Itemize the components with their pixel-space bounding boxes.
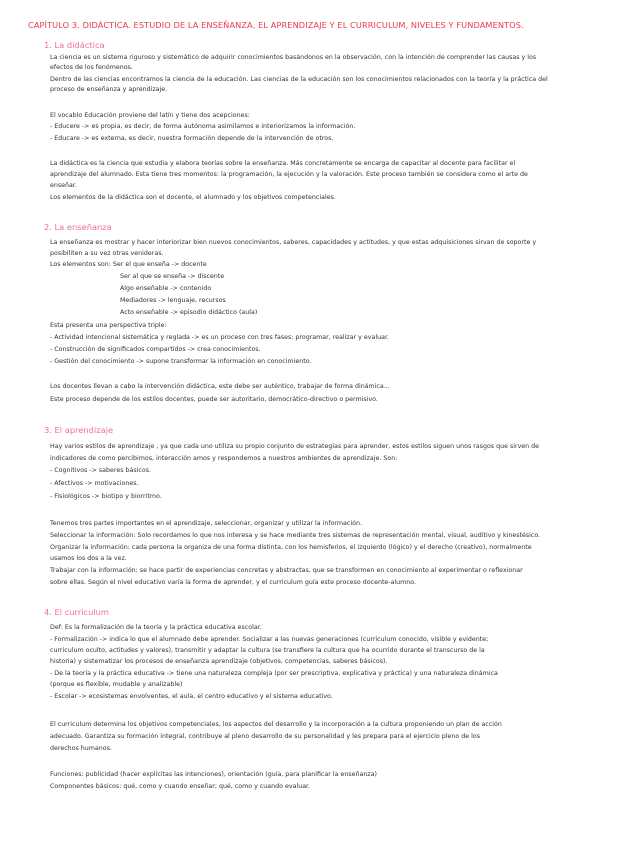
list-item: Acto enseñable -> episodio didáctico (aula) (120, 309, 258, 316)
section-heading-ensenanza: 2. La enseñanza (44, 222, 112, 232)
paragraph-line: Esta presenta una perspectiva triple: (50, 322, 167, 329)
paragraph-line: Los docentes llevan a cabo la intervención didáctica, este debe ser auténtico, trabajar de forma dinámica... (50, 383, 390, 390)
list-item: - De la teoría y la práctica educativa -> tiene una naturaleza compleja (por ser prescriptiva, explicativa y práctica) y una naturaleza dinámica (50, 670, 498, 677)
paragraph-line: Def: Es la formalización de la teoría y la práctica educativa escolar. (50, 624, 262, 631)
paragraph-line: Organizar la información: cada persona la organiza de una forma distinta, con los hemisferios, el izquierdo (lógico) y el derecho (creativo), normalmente (50, 544, 532, 551)
list-item: - Formalización -> indica lo que el alumnado debe aprender. Socializar a las nuevas generaciones (curriculum conocido, visible y evidente; (50, 636, 489, 643)
list-item: - Gestión del conocimiento -> supone transformar la información en conocimiento. (50, 358, 312, 365)
paragraph-line: La enseñanza es mostrar y hacer interiorizar bien nuevos conocimientos, saberes, capacidades y actitudes, y que estas adquisiciones sirvan de soporte y (50, 239, 537, 246)
paragraph-line: La ciencia es un sistema riguroso y sistemático de adquirir conocimientos basándonos en la observación, con la intención de comprender las causas y los (50, 54, 537, 61)
paragraph-line: (porque es flexible, mudable y analizable) (50, 681, 183, 688)
paragraph-line: efectos de los fenómenos. (50, 64, 133, 71)
list-item: - Construcción de significados compartidos -> crea conocimientos. (50, 346, 261, 353)
list-item: - Afectivos -> motivaciones. (50, 480, 139, 487)
paragraph-line: proceso de enseñanza y aprendizaje. (50, 86, 168, 93)
paragraph-line: La didáctica es la ciencia que estudia y elabora teorías sobre la enseñanza. Más concretamente se encarga de capacitar al docente para facilitar el (50, 160, 516, 167)
list-item: - Actividad intencional sistemática y reglada -> es un proceso con tres fases: programar, realizar y evaluar. (50, 334, 389, 341)
paragraph-line: Dentro de las ciencias encontramos la ciencia de la educación. Las ciencias de la educación son los conocimientos relacionados con la teoría y la práctica del (50, 76, 548, 83)
paragraph-line: Hay varios estilos de aprendizaje , ya que cada uno utiliza su propio conjunto de estrategias para aprender, estos estilos siguen unos rasgos que sirven de (50, 443, 540, 450)
section-heading-aprendizaje: 3. El aprendizaje (44, 425, 114, 435)
paragraph-line: sobre ellas. Según el nivel educativo varía la forma de aprender, y el curriculum guía este proceso docente-alumno. (50, 579, 417, 586)
list-item: - Cognitivos -> saberes básicos. (50, 467, 151, 474)
list-item: Mediadores -> lenguaje, recursos (120, 297, 226, 304)
list-item: Ser al que se enseña -> discente (120, 273, 225, 280)
list-item: - Educere -> es propia, es decir, de forma autónoma asimilamos e interiorizamos la información. (50, 123, 356, 130)
paragraph-line: indicadores de como percibimos, interacción amos y respondemos a nuestros ambientes de aprendizaje. Son: (50, 455, 398, 462)
section-heading-didactica: 1. La didáctica (44, 40, 105, 50)
paragraph-line: Tenemos tres partes importantes en el aprendizaje, seleccionar, organizar y utilizar la información. (50, 520, 362, 527)
paragraph-line: historia) y sistematizar los procesos de enseñanza aprendizaje (objetivos, competencias, saberes básicos). (50, 658, 388, 665)
paragraph-line: usamos los dos a la vez. (50, 555, 127, 562)
paragraph-line: Funciones: publicidad (hacer explícitas las intenciones), orientación (guía, para planificar la enseñanza) (50, 771, 377, 778)
paragraph-line: El vocablo Educación proviene del latín y tiene dos acepciones: (50, 112, 250, 119)
page-title: CAPÍTULO 3. DIDÁCTICA. ESTUDIO DE LA ENSEÑANZA, EL APRENDIZAJE Y EL CURRICULUM, NIVELES Y FUNDAMENTOS. (28, 20, 524, 30)
section-heading-curriculum: 4. El curriculum (44, 607, 110, 617)
list-item: - Educare -> es externa, es decir, nuestra formación depende de la intervención de otros. (50, 135, 334, 142)
paragraph-line: Este proceso depende de los estilos docentes, puede ser autoritario, democrático-directivo o permisivo. (50, 396, 378, 403)
paragraph-line: Los elementos de la didáctica son el docente, el alumnado y los objetivos competenciales. (50, 194, 336, 201)
paragraph-line: El curriculum determina los objetivos competenciales, los aspectos del desarrollo y la incorporación a la cultura proponiendo un plan de acción (50, 721, 502, 728)
paragraph-line: derechos humanos. (50, 745, 112, 752)
paragraph-line: Seleccionar la información: Solo recordamos lo que nos interesa y se hace mediante tres sistemas de representación mental, visual, auditivo y kinestésico. (50, 532, 541, 539)
paragraph-line: Los elementos son: Ser el que enseña -> docente (50, 261, 207, 268)
paragraph-line: Trabajar con la información: se hace partir de experiencias concretas y abstractas, que se transformen en conocimiento al experimentar o reflexionar (50, 567, 523, 574)
list-item: - Escolar -> ecosistemas envolventes, el aula, el centro educativo y el sistema educativo. (50, 693, 333, 700)
list-item: Algo enseñable -> contenido (120, 285, 212, 292)
paragraph-line: curriculum oculto, actitudes y valores), transmitir y adaptar la cultura (se transfiere la cultura que ha ocurrido durante el transcurso de la (50, 647, 485, 654)
paragraph-line: aprendizaje del alumnado. Esta tiene tres momentos: la programación, la ejecución y la valoración. Este proceso también se considera como el arte de (50, 171, 528, 178)
paragraph-line: enseñar. (50, 182, 77, 189)
paragraph-line: adecuado. Garantiza su formación integral, contribuye al pleno desarrollo de su personalidad y les prepara para el ejercicio pleno de los (50, 733, 480, 740)
paragraph-line: Componentes básicos: qué, como y cuando enseñar; qué, como y cuando evaluar. (50, 783, 311, 790)
paragraph-line: posibiliten a su vez otras venideras. (50, 250, 164, 257)
list-item: - Fisiológicos -> biotipo y biorritmo. (50, 493, 162, 500)
